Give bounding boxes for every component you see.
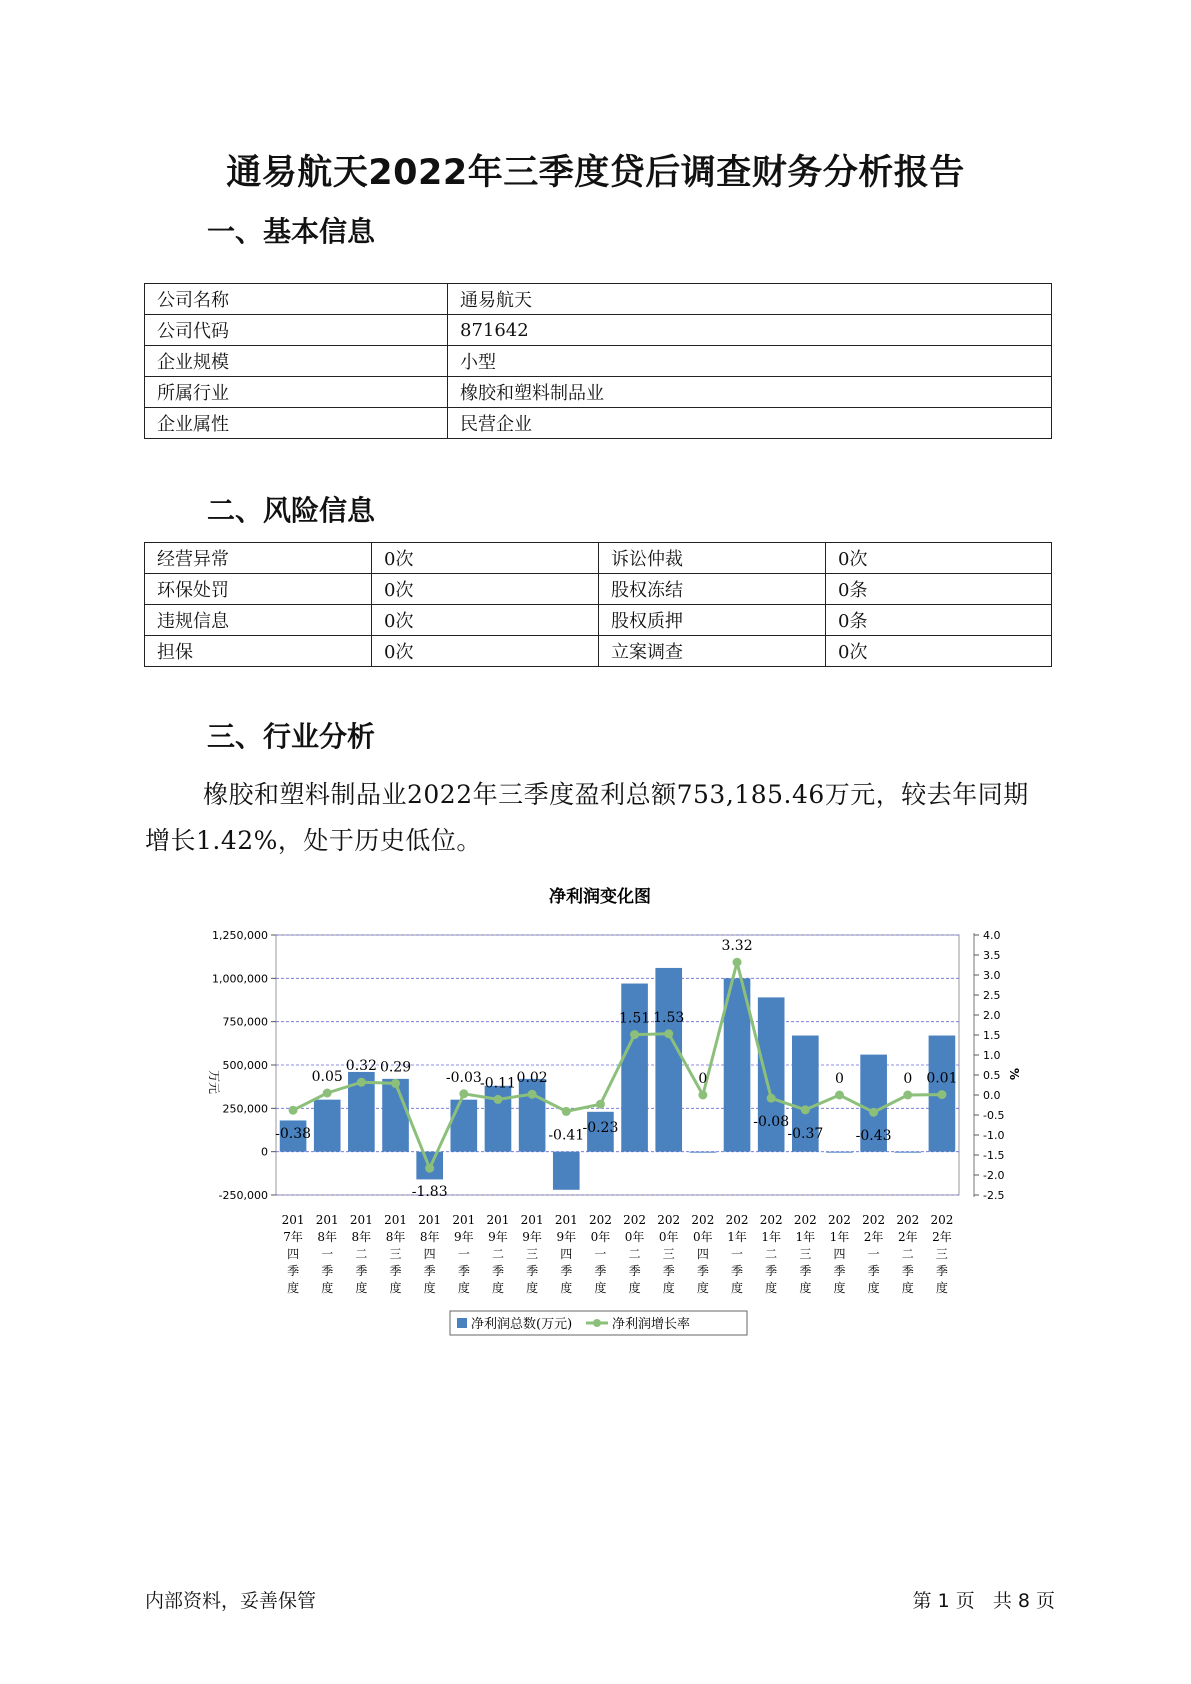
risk-info-row (145, 636, 1052, 667)
growth-rate-label: -0.38 (275, 1126, 312, 1143)
bar-net-profit (314, 1100, 341, 1152)
bar-net-profit (553, 1152, 580, 1190)
risk-info-value: 0次 (826, 543, 1052, 574)
legend-swatch-bar (457, 1318, 467, 1328)
risk-info-label: 股权冻结 (599, 574, 826, 605)
page-title: 通易航天2022年三季度贷后调查财务分析报告 (226, 153, 965, 193)
x-tick-label: 201 8年二季度 (349, 1213, 373, 1295)
point-growth-rate (698, 1091, 707, 1100)
x-tick-label: 201 9年四季度 (554, 1213, 578, 1295)
legend-swatch-point (593, 1319, 601, 1327)
x-tick-label: 202 1年二季度 (759, 1213, 783, 1295)
risk-info-value: 0次 (372, 574, 599, 605)
point-growth-rate (767, 1094, 776, 1103)
basic-info-value: 小型 (448, 346, 1052, 377)
section-heading-basic-info: 一、基本信息 (207, 215, 376, 248)
legend-label-bar: 净利润总数(万元) (471, 1317, 573, 1332)
point-growth-rate (493, 1095, 502, 1104)
growth-rate-label: -0.37 (787, 1125, 824, 1142)
y-tick-label: 250,000 (222, 1102, 268, 1116)
risk-info-label: 诉讼仲裁 (599, 543, 826, 574)
x-tick-label: 202 1年一季度 (725, 1213, 749, 1295)
basic-info-value: 871642 (448, 315, 1052, 346)
point-growth-rate (391, 1079, 400, 1088)
basic-info-label: 企业规模 (145, 346, 448, 377)
growth-rate-label: 0 (698, 1071, 708, 1087)
y-tick-label: 500,000 (222, 1059, 268, 1072)
chart-title: 净利润变化图 (549, 887, 651, 907)
risk-info-label: 担保 (145, 636, 372, 667)
y-tick-label: 0 (261, 1145, 268, 1159)
risk-info-value: 0次 (826, 636, 1052, 667)
section-heading-risk-info: 二、风险信息 (207, 494, 376, 527)
risk-info-label: 环保处罚 (145, 574, 372, 605)
basic-info-row (145, 284, 1052, 315)
y-tick-label: 1,000,000 (212, 972, 268, 986)
basic-info-table (144, 283, 1052, 439)
basic-info-row (145, 346, 1052, 377)
point-growth-rate (733, 958, 742, 967)
y2-tick-label: 2.0 (983, 1009, 1001, 1022)
y2-tick-label: 1.5 (983, 1029, 1001, 1042)
growth-rate-label: -0.23 (582, 1120, 619, 1137)
x-tick-label: 202 2年一季度 (862, 1213, 886, 1295)
y2-tick-label: -2.5 (983, 1189, 1005, 1202)
bar-net-profit (690, 1152, 717, 1153)
risk-info-label: 股权质押 (599, 605, 826, 636)
footer-confidential-note: 内部资料，妥善保管 (145, 1590, 317, 1612)
risk-info-value: 0次 (372, 605, 599, 636)
point-growth-rate (630, 1030, 639, 1039)
basic-info-row (145, 315, 1052, 346)
point-growth-rate (357, 1078, 366, 1087)
growth-rate-label: 0 (903, 1071, 913, 1087)
y2-tick-label: 0.0 (983, 1089, 1001, 1102)
bar-net-profit (826, 1152, 853, 1153)
legend-label-line: 净利润增长率 (612, 1317, 691, 1332)
point-growth-rate (664, 1029, 673, 1038)
y-tick-label: 750,000 (222, 1015, 268, 1029)
x-tick-label: 202 0年一季度 (588, 1213, 612, 1295)
growth-rate-label: 3.32 (721, 938, 753, 955)
risk-info-value: 0条 (826, 605, 1052, 636)
x-tick-label: 202 0年四季度 (691, 1213, 715, 1295)
y2-tick-label: 1.0 (983, 1049, 1001, 1062)
point-growth-rate (528, 1090, 537, 1099)
growth-rate-label: 0.05 (311, 1069, 343, 1085)
risk-info-row (145, 605, 1052, 636)
y2-tick-label: -1.0 (983, 1129, 1005, 1142)
bar-net-profit (382, 1079, 409, 1152)
growth-rate-label: -0.43 (855, 1128, 892, 1145)
y2-tick-label: 2.5 (983, 989, 1001, 1002)
x-tick-label: 201 9年三季度 (520, 1213, 544, 1295)
x-tick-label: 202 1年四季度 (828, 1213, 851, 1295)
x-tick-label: 201 9年二季度 (486, 1213, 510, 1295)
x-tick-label: 202 2年二季度 (896, 1213, 920, 1295)
growth-rate-label: 0.01 (926, 1070, 958, 1087)
x-tick-label: 202 0年二季度 (623, 1213, 647, 1295)
basic-info-value: 民营企业 (448, 408, 1052, 439)
x-tick-label: 201 9年一季度 (452, 1213, 476, 1295)
y2-tick-label: -0.5 (983, 1109, 1005, 1122)
risk-info-value: 0次 (372, 636, 599, 667)
x-tick-label: 201 8年一季度 (315, 1213, 339, 1295)
point-growth-rate (835, 1091, 844, 1100)
y2-axis-title: % (1007, 1068, 1021, 1081)
point-growth-rate (937, 1090, 946, 1099)
basic-info-value: 橡胶和塑料制品业 (448, 377, 1052, 408)
point-growth-rate (903, 1091, 912, 1100)
point-growth-rate (289, 1106, 298, 1115)
basic-info-row (145, 408, 1052, 439)
growth-rate-label: 0.29 (379, 1059, 412, 1076)
bar-net-profit (451, 1100, 478, 1152)
y-tick-label: 1,250,000 (212, 929, 268, 942)
net-profit-chart (180, 885, 1021, 1355)
point-growth-rate (323, 1089, 332, 1098)
y2-tick-label: 3.0 (983, 969, 1001, 982)
growth-rate-label: -1.83 (411, 1184, 448, 1201)
growth-rate-label: -0.08 (753, 1114, 790, 1131)
point-growth-rate (425, 1164, 434, 1173)
growth-rate-label: 0.32 (345, 1058, 377, 1075)
growth-rate-label: -0.11 (480, 1075, 516, 1092)
risk-info-row (145, 574, 1052, 605)
point-growth-rate (562, 1107, 571, 1116)
y2-tick-label: -2.0 (983, 1169, 1005, 1182)
growth-rate-label: -0.41 (548, 1127, 585, 1144)
section-heading-industry-analysis: 三、行业分析 (207, 720, 376, 753)
y-tick-label: -250,000 (218, 1189, 268, 1202)
y2-tick-label: 3.5 (983, 949, 1001, 962)
risk-info-label: 违规信息 (145, 605, 372, 636)
risk-info-label: 立案调查 (599, 636, 826, 667)
risk-info-value: 0次 (372, 543, 599, 574)
risk-info-label: 经营异常 (145, 543, 372, 574)
point-growth-rate (869, 1108, 878, 1117)
growth-rate-label: 0.02 (516, 1070, 548, 1087)
basic-info-label: 公司代码 (145, 315, 448, 346)
y2-tick-label: 4.0 (983, 929, 1001, 942)
y-axis-title: 万元 (207, 1070, 221, 1095)
x-tick-label: 202 0年三季度 (657, 1213, 681, 1295)
x-tick-label: 201 8年三季度 (384, 1213, 407, 1295)
risk-info-row (145, 543, 1052, 574)
point-growth-rate (801, 1105, 810, 1114)
footer-page-number: 第 1 页 共 8 页 (912, 1590, 1055, 1612)
risk-info-table (144, 542, 1052, 667)
x-tick-label: 201 7年四季度 (281, 1213, 305, 1295)
growth-rate-label: -0.03 (445, 1069, 482, 1086)
basic-info-label: 公司名称 (145, 284, 448, 315)
x-tick-label: 201 8年四季度 (418, 1213, 442, 1295)
x-tick-label: 202 1年三季度 (793, 1213, 817, 1295)
point-growth-rate (596, 1100, 605, 1109)
basic-info-label: 企业属性 (145, 408, 448, 439)
y2-tick-label: 0.5 (983, 1069, 1001, 1082)
bar-net-profit (618, 984, 651, 1152)
basic-info-label: 所属行业 (145, 377, 448, 408)
growth-rate-label: 1.51 (618, 1010, 651, 1027)
bar-net-profit (894, 1152, 921, 1153)
growth-rate-label: 1.53 (653, 1009, 685, 1026)
y2-tick-label: -1.5 (983, 1149, 1005, 1162)
basic-info-value: 通易航天 (448, 284, 1052, 315)
growth-rate-label: 0 (835, 1071, 844, 1087)
x-tick-label: 202 2年三季度 (930, 1213, 954, 1295)
bar-net-profit (653, 968, 685, 1152)
industry-analysis-paragraph: 橡胶和塑料制品业2022年三季度盈利总额753,185.46万元，较去年同期增长1.42%，处于历史低位。 (145, 780, 1029, 855)
point-growth-rate (459, 1089, 468, 1098)
risk-info-value: 0条 (826, 574, 1052, 605)
basic-info-row (145, 377, 1052, 408)
